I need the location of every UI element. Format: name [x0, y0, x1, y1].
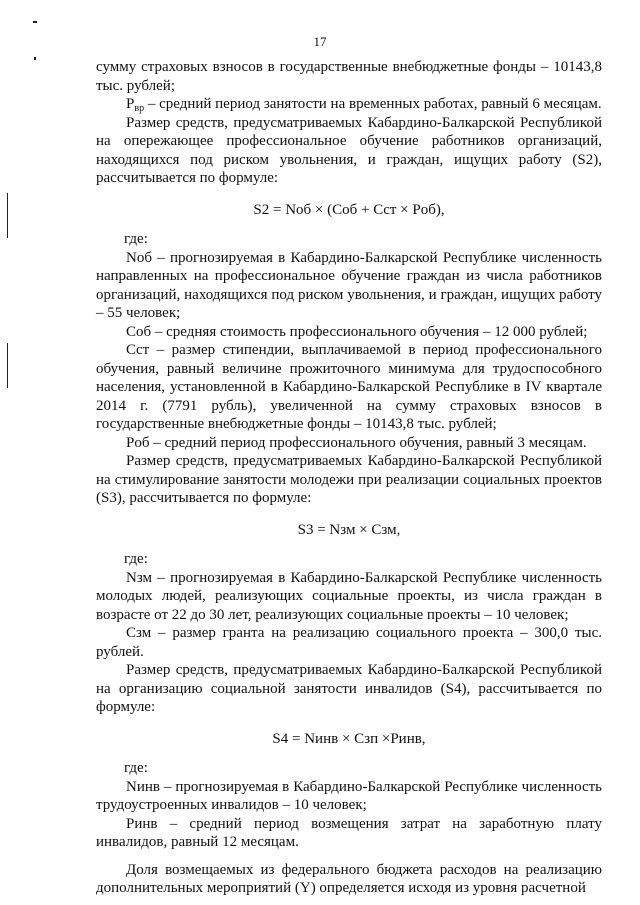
- paragraph: Nоб – прогнозируемая в Кабардино-Балкарской Республике численность направленных на профессиональное обучение граждан из числа работников организаций, находящихся под риском увольнения, и граждан, ищущих работу – 55 человек;: [96, 249, 602, 321]
- margin-mark: [34, 57, 36, 60]
- paragraph: Nинв – прогнозируемая в Кабардино-Балкарской Республике численность трудоустроенных инвалидов – 10 человек;: [96, 778, 602, 813]
- formula: S2 = Nоб × (Cоб + Cст × Pоб),: [253, 201, 445, 218]
- margin-mark: [7, 343, 8, 388]
- margin-mark: [33, 21, 37, 23]
- paragraph: Размер средств, предусматриваемых Кабардино-Балкарской Республикой на организацию социальной занятости инвалидов (S4), рассчитывается по формуле:: [96, 662, 602, 715]
- where-label: где:: [124, 231, 148, 247]
- paragraph-text: – средний период занятости на временных работах, равный 6 месяцам.: [147, 96, 602, 112]
- paragraph: Доля возмещаемых из федерального бюджета расходов на реализацию дополнительных мероприятий (Y) определяется исходя из уровня расчетной: [96, 861, 602, 896]
- paragraph: Cст – размер стипендии, выплачиваемой в период профессионального обучения, равный величине прожиточного минимума для трудоспособного населения, установленной в Кабардино-Балкарской Республике в IV квартале 2014 г. (7791 рубль), увеличенной на сумму страховых взносов в государственные внебюджетные фонды – 10143,8 тыс. рублей;: [96, 342, 602, 432]
- page-number: 17: [313, 34, 327, 49]
- paragraph: Nзм – прогнозируемая в Кабардино-Балкарской Республике численность молодых людей, реализующих социальные проекты, из числа граждан в возрасте от 22 до 30 лет, реализующих социальные проекты – 10 человек;: [96, 569, 602, 623]
- where-label: где:: [124, 760, 148, 776]
- where-label: где:: [124, 551, 148, 567]
- paragraph: $P_{вр}$ – средний период занятости на временных работах, равный 6 месяцам.: [126, 96, 602, 114]
- paragraph: Cзм – размер гранта на реализацию социального проекта – 300,0 тыс. рублей.: [96, 625, 602, 660]
- formula: S3 = Nзм × Cзм,: [297, 521, 401, 538]
- margin-mark: [7, 193, 8, 238]
- paragraph: Pинв – средний период возмещения затрат на заработную плату инвалидов, равный 12 месяцам.: [96, 815, 602, 850]
- formula: S4 = Nинв × Cзп ×Pинв,: [272, 730, 426, 747]
- paragraph: Размер средств, предусматриваемых Кабардино-Балкарской Республикой на стимулирование занятости молодежи при реализации социальных проектов (S3), рассчитывается по формуле:: [96, 453, 602, 506]
- document-body: [96, 58, 602, 898]
- paragraph: Pоб – средний период профессионального обучения, равный 3 месяцам.: [126, 434, 587, 451]
- paragraph: сумму страховых взносов в государственные внебюджетные фонды – 10143,8 тыс. рублей;: [96, 59, 602, 94]
- paragraph: Cоб – средняя стоимость профессионального обучения – 12 000 рублей;: [126, 323, 588, 340]
- paragraph: Размер средств, предусматриваемых Кабардино-Балкарской Республикой на опережающее профессиональное обучение работников организаций, находящихся под риском увольнения, и граждан, ищущих работу (S2), рассчитывается по формуле:: [96, 114, 602, 186]
